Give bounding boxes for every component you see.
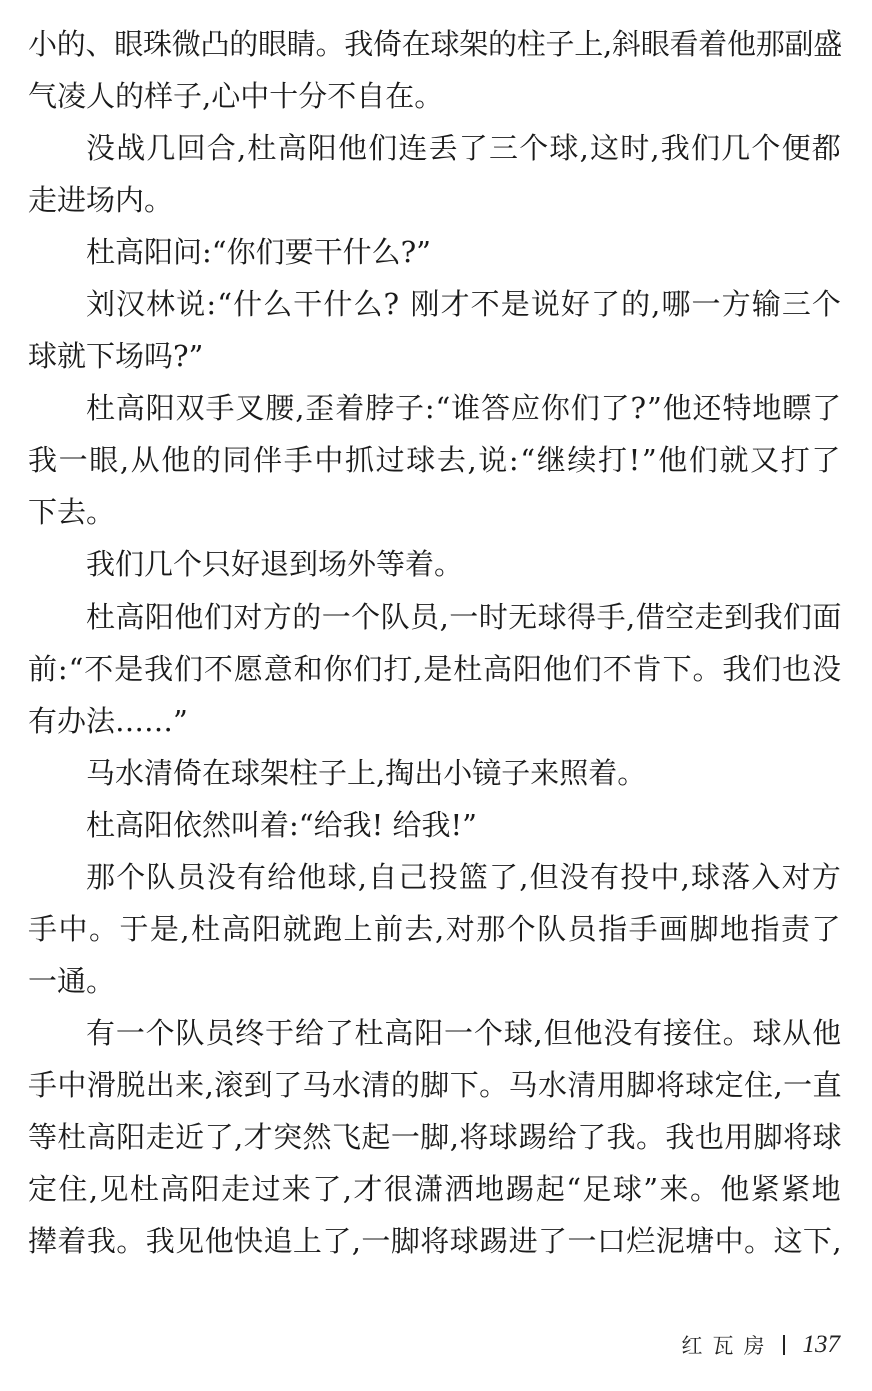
text-line-content: 定住,见杜高阳走过来了,才很潇洒地踢起“足球”来。他紧紧地 [28, 1172, 842, 1207]
text-line-content: 球就下场吗?” [28, 339, 204, 374]
text-line-content: 有办法……” [28, 703, 188, 738]
text-line-content: 有一个队员终于给了杜高阳一个球,但他没有接住。球从他 [86, 1015, 842, 1050]
text-line [28, 799, 842, 851]
text-line-content: 马水清倚在球架柱子上,掏出小镜子来照着。 [86, 755, 647, 790]
text-line [28, 903, 842, 955]
text-line [28, 538, 842, 590]
text-line-content: 杜高阳依然叫着:“给我! 给我!” [86, 807, 477, 842]
text-line-content: 杜高阳他们对方的一个队员,一时无球得手,借空走到我们面 [86, 599, 842, 634]
text-line-content: 撵着我。我见他快追上了,一脚将球踢进了一口烂泥塘中。这下, [28, 1224, 842, 1259]
text-line-content: 我一眼,从他的同伴手中抓过球去,说:“继续打!”他们就又打了 [28, 443, 842, 478]
text-line [28, 955, 842, 1007]
text-line [28, 330, 842, 382]
text-line-content: 一通。 [28, 963, 116, 998]
text-line-content: 前:“不是我们不愿意和你们打,是杜高阳他们不肯下。我们也没 [28, 651, 842, 686]
text-line [28, 174, 842, 226]
text-line [28, 747, 842, 799]
text-line [28, 70, 842, 122]
text-line-content: 等杜高阳走近了,才突然飞起一脚,将球踢给了我。我也用脚将球 [28, 1119, 842, 1154]
text-line-content: 气凌人的样子,心中十分不自在。 [28, 79, 444, 114]
text-line-content: 走进场内。 [28, 183, 174, 218]
text-line [28, 382, 842, 434]
text-line-content: 刘汉林说:“什么干什么? 刚才不是说好了的,哪一方输三个 [86, 287, 842, 322]
text-line [28, 1007, 842, 1059]
text-line-content: 没战几回合,杜高阳他们连丢了三个球,这时,我们几个便都 [86, 131, 842, 166]
text-line [28, 278, 842, 330]
text-line [28, 591, 842, 643]
text-line-content: 那个队员没有给他球,自己投篮了,但没有投中,球落入对方 [86, 859, 842, 894]
text-line [28, 1215, 842, 1267]
running-title: 红瓦房 [681, 1334, 775, 1358]
text-line-content: 杜高阳问:“你们要干什么?” [86, 235, 431, 270]
page-number: 137 [802, 1331, 840, 1358]
text-line [28, 122, 842, 174]
text-line [28, 1163, 842, 1215]
text-line-content: 我们几个只好退到场外等着。 [86, 547, 464, 582]
text-line-content: 杜高阳双手叉腰,歪着脖子:“谁答应你们了?”他还特地瞟了 [86, 391, 842, 426]
text-line [28, 434, 842, 486]
text-line [28, 486, 842, 538]
text-line [28, 18, 842, 70]
text-line-content: 小的、眼珠微凸的眼睛。我倚在球架的柱子上,斜眼看着他那副盛 [28, 27, 842, 61]
text-line-content: 手中滑脱出来,滚到了马水清的脚下。马水清用脚将球定住,一直 [28, 1067, 842, 1102]
text-line [28, 1111, 842, 1163]
text-line [28, 226, 842, 278]
text-line [28, 851, 842, 903]
footer-separator [783, 1335, 785, 1355]
text-line [28, 1059, 842, 1111]
text-line [28, 695, 842, 747]
text-line-content: 下去。 [28, 495, 116, 530]
text-line [28, 643, 842, 695]
text-line-content: 手中。于是,杜高阳就跑上前去,对那个队员指手画脚地指责了 [28, 911, 842, 946]
page-footer [682, 1330, 841, 1360]
page-body-text [28, 18, 842, 1267]
